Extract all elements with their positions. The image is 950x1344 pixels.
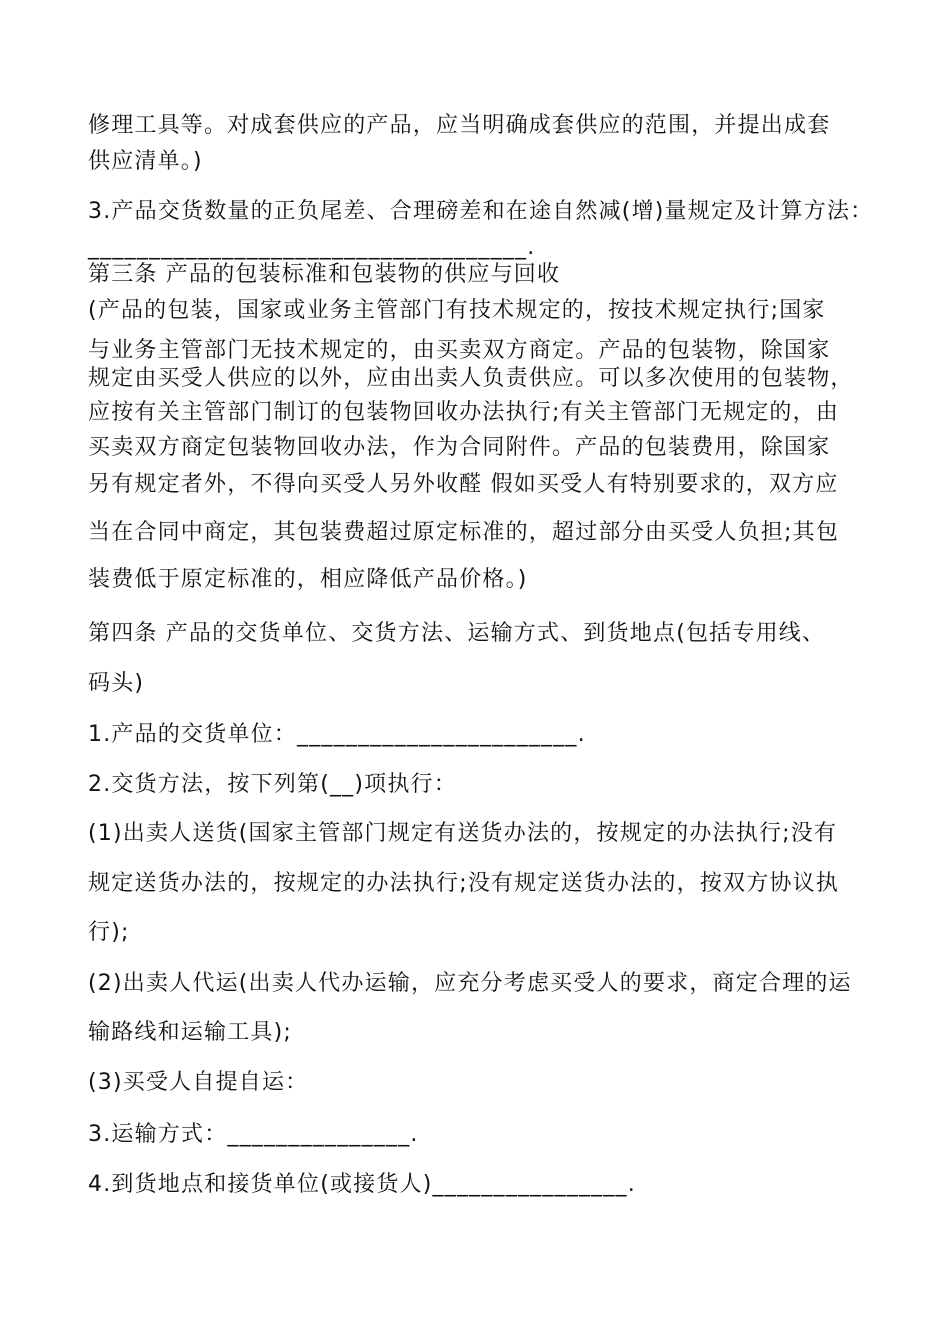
text-line: 2.交货方法，按下列第(__)项执行： xyxy=(88,772,457,797)
text-line: (产品的包装，国家或业务主管部门有技术规定的，按技术规定执行;国家 xyxy=(88,298,826,323)
text-line: 装费低于原定标准的，相应降低产品价格。) xyxy=(88,567,528,592)
text-line: 另有规定者外，不得向买受人另外收醛 假如买受人有特别要求的，双方应 xyxy=(88,472,839,497)
text-line: (1)出卖人送货(国家主管部门规定有送货办法的，按规定的办法执行;没有 xyxy=(88,821,838,846)
text-line: 3.运输方式：_______________. xyxy=(88,1122,419,1147)
text-line: 码头) xyxy=(88,671,145,696)
text-line: 买卖双方商定包装物回收办法，作为合同附件。产品的包装费用，除国家 xyxy=(88,435,831,460)
blank-fill-line: ____________________________________. xyxy=(88,235,536,260)
text-line: 应按有关主管部门制订的包装物回收办法执行;有关主管部门无规定的，由 xyxy=(88,400,840,425)
article-heading: 第四条 产品的交货单位、交货方法、运输方式、到货地点(包括专用线、 xyxy=(88,621,826,646)
text-line: 3.产品交货数量的正负尾差、合理磅差和在途自然减(增)量规定及计算方法： xyxy=(88,199,874,224)
text-line: 供应清单。) xyxy=(88,149,203,174)
text-line: 与业务主管部门无技术规定的，由买卖双方商定。产品的包装物，除国家 xyxy=(88,338,831,363)
text-line: 规定送货办法的，按规定的办法执行;没有规定送货办法的，按双方协议执 xyxy=(88,871,840,896)
text-line: (3)买受人自提自运： xyxy=(88,1070,309,1095)
text-line: 行); xyxy=(88,920,130,945)
text-line: 1.产品的交货单位：_______________________. xyxy=(88,722,586,747)
text-line: (2)出卖人代运(出卖人代办运输，应充分考虑买受人的要求，商定合理的运 xyxy=(88,971,852,996)
text-line: 输路线和运输工具); xyxy=(88,1020,292,1045)
text-line: 规定由买受人供应的以外，应由出卖人负责供应。可以多次使用的包装物， xyxy=(88,366,854,391)
text-line: 当在合同中商定，其包装费超过原定标准的，超过部分由买受人负担;其包 xyxy=(88,520,840,545)
article-heading: 第三条 产品的包装标准和包装物的供应与回收 xyxy=(88,262,561,287)
text-line: 修理工具等。对成套供应的产品，应当明确成套供应的范围，并提出成套 xyxy=(88,113,831,138)
text-line: 4.到货地点和接货单位(或接货人)________________. xyxy=(88,1172,636,1197)
